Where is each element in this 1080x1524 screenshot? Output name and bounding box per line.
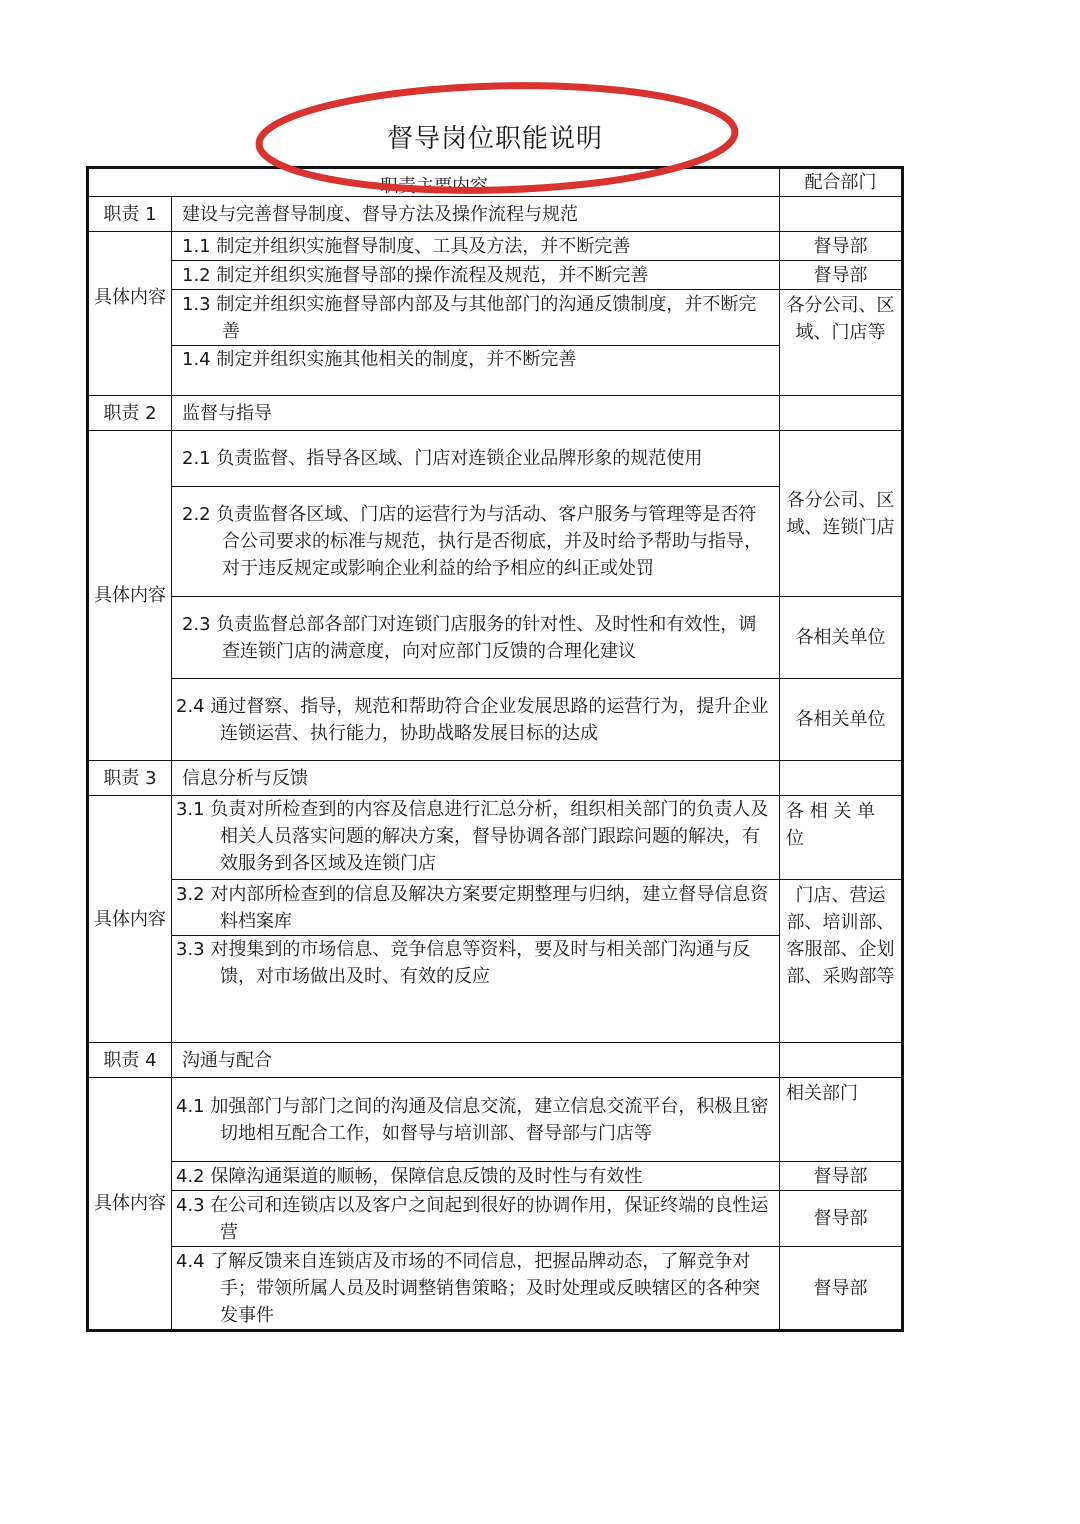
header-cooperating-dept: 配合部门	[780, 168, 903, 197]
item-text: 2.1 负责监督、指导各区域、门店对连锁企业品牌形象的规范使用	[172, 431, 780, 487]
item-text: 2.3 负责监督总部各部门对连锁门店服务的针对性、及时性和有效性，调查连锁门店的满意度，向对应部门反馈的合理化建议	[172, 597, 780, 679]
item-text: 1.2 制定并组织实施督导部的操作流程及规范，并不断完善	[172, 261, 780, 290]
document-title: 督导岗位职能说明	[386, 124, 603, 154]
duty-row	[88, 396, 903, 431]
item-text: 4.2 保障沟通渠道的顺畅，保障信息反馈的及时性与有效性	[172, 1162, 780, 1191]
side-label: 具体内容	[88, 232, 172, 396]
duty-row	[88, 197, 903, 232]
duty-dept-empty	[780, 396, 903, 431]
duty-title: 沟通与配合	[172, 1043, 780, 1078]
duty-dept-empty	[780, 197, 903, 232]
table-row	[88, 796, 903, 880]
table-row	[88, 1191, 903, 1247]
duty-row	[88, 761, 903, 796]
duty-table	[86, 166, 904, 1332]
duty-title: 监督与指导	[172, 396, 780, 431]
side-label: 具体内容	[88, 1078, 172, 1331]
item-text: 2.2 负责监督各区域、门店的运营行为与活动、客户服务与管理等是否符合公司要求的标准与规范，执行是否彻底，并及时给予帮助与指导，对于违反规定或影响企业利益的给予相应的纠正或处罚	[172, 487, 780, 597]
item-text: 4.1 加强部门与部门之间的沟通及信息交流，建立信息交流平台，积极且密切地相互配合工作，如督导与培训部、督导部与门店等	[172, 1078, 780, 1162]
item-text: 1.4 制定并组织实施其他相关的制度，并不断完善	[172, 346, 780, 396]
side-label: 具体内容	[88, 796, 172, 1043]
table-row	[88, 597, 903, 679]
item-dept: 督导部	[780, 1191, 903, 1247]
item-dept: 各相关单位	[780, 597, 903, 679]
item-text: 3.2 对内部所检查到的信息及解决方案要定期整理与归纳，建立督导信息资料档案库	[172, 880, 780, 936]
item-dept: 各分公司、区域、连锁门店	[780, 431, 903, 597]
duty-title: 建设与完善督导制度、督导方法及操作流程与规范	[172, 197, 780, 232]
table-row	[88, 232, 903, 261]
item-text: 1.1 制定并组织实施督导制度、工具及方法，并不断完善	[172, 232, 780, 261]
item-text: 3.1 负责对所检查到的内容及信息进行汇总分析，组织相关部门的负责人及相关人员落实问题的解决方案，督导协调各部门跟踪问题的解决，有效服务到各区域及连锁门店	[172, 796, 780, 880]
table-row	[88, 1162, 903, 1191]
item-text: 4.3 在公司和连锁店以及客户之间起到很好的协调作用，保证终端的良性运营	[172, 1191, 780, 1247]
item-dept: 相关部门	[780, 1078, 903, 1162]
item-text: 3.3 对搜集到的市场信息、竞争信息等资料，要及时与相关部门沟通与反馈，对市场做出及时、有效的反应	[172, 936, 780, 1043]
table-row	[88, 261, 903, 290]
table-row	[88, 290, 903, 346]
item-text: 2.4 通过督察、指导，规范和帮助符合企业发展思路的运营行为，提升企业连锁运营、执行能力，协助战略发展目标的达成	[172, 679, 780, 761]
table-header-row	[88, 168, 903, 197]
table-row	[88, 1078, 903, 1162]
item-dept: 门店、营运部、培训部、客服部、企划部、采购部等	[780, 880, 903, 1043]
item-dept: 各相关单位	[780, 679, 903, 761]
table-row	[88, 431, 903, 487]
duty-label: 职责 3	[88, 761, 172, 796]
item-text: 1.3 制定并组织实施督导部内部及与其他部门的沟通反馈制度，并不断完善	[172, 290, 780, 346]
table-row	[88, 880, 903, 936]
duty-dept-empty	[780, 761, 903, 796]
duty-dept-empty	[780, 1043, 903, 1078]
item-dept: 督导部	[780, 261, 903, 290]
duty-label: 职责 4	[88, 1043, 172, 1078]
item-dept: 督导部	[780, 1162, 903, 1191]
duty-label: 职责 1	[88, 197, 172, 232]
item-dept: 督导部	[780, 1247, 903, 1331]
item-dept: 督导部	[780, 232, 903, 261]
header-main-content: 职责主要内容	[88, 168, 780, 197]
table-row	[88, 1247, 903, 1331]
item-dept: 各分公司、区域、门店等	[780, 290, 903, 396]
table-row	[88, 679, 903, 761]
duty-row	[88, 1043, 903, 1078]
item-dept: 各 相 关 单 位	[780, 796, 903, 880]
item-text: 4.4 了解反馈来自连锁店及市场的不同信息，把握品牌动态，了解竞争对手；带领所属人员及时调整销售策略；及时处理或反映辖区的各种突发事件	[172, 1247, 780, 1331]
duty-label: 职责 2	[88, 396, 172, 431]
side-label: 具体内容	[88, 431, 172, 761]
duty-title: 信息分析与反馈	[172, 761, 780, 796]
